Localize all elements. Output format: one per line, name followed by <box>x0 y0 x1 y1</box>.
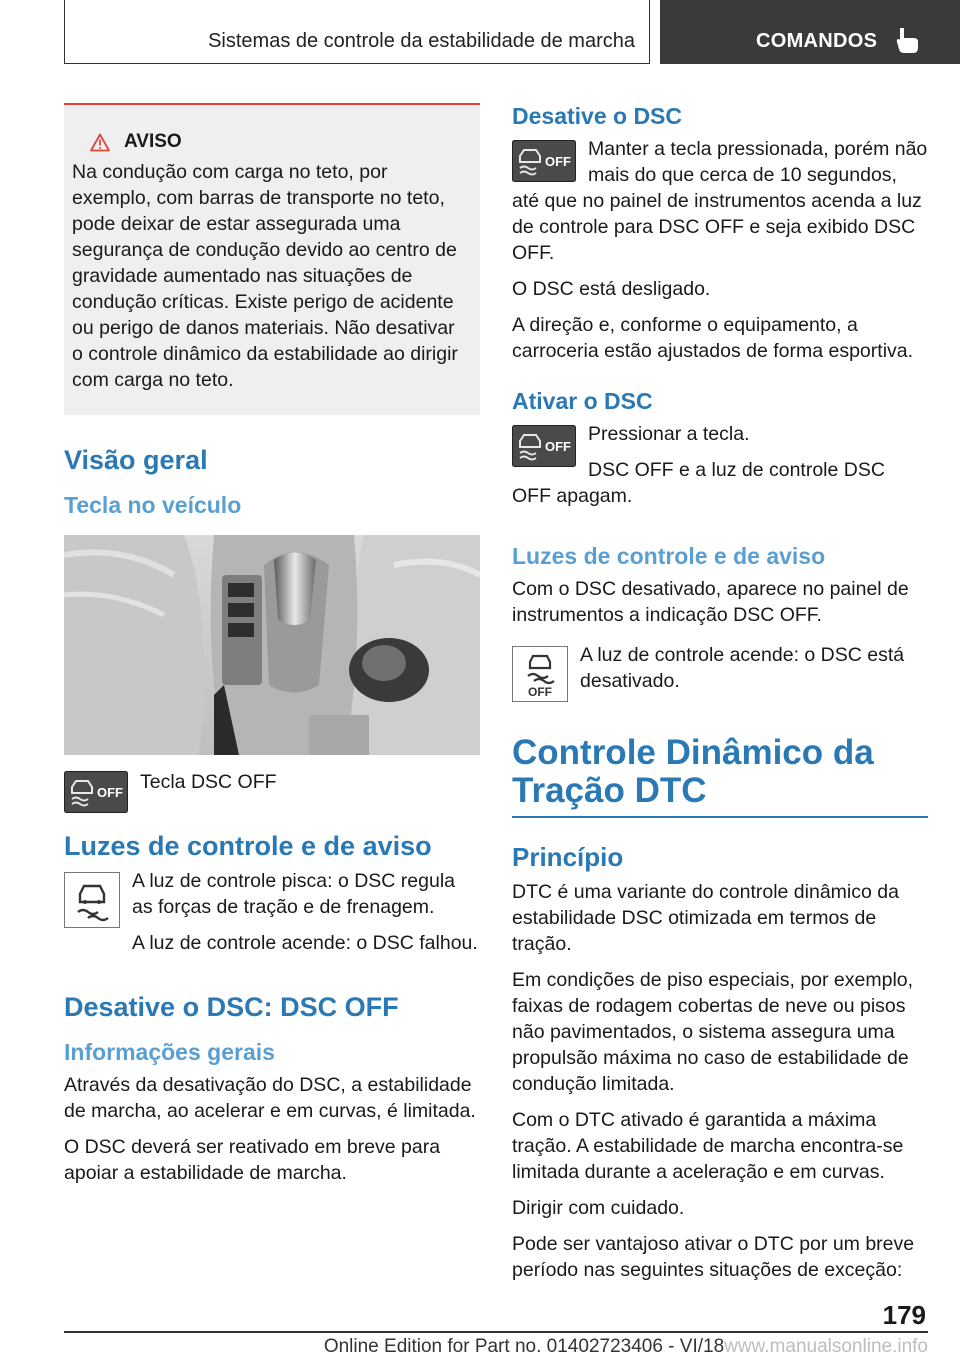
deactivate-p1: Manter a tecla pressionada, porém não mais do que cerca de 10 segundos, até que no painel de instrumentos acenda a luz de controle para DSC OFF e seja exibido DSC OFF. <box>512 138 928 264</box>
principle-p5: Pode ser vantajoso ativar o DTC por um breve período nas seguintes situações de exceção: <box>512 1233 915 1281</box>
off-label: OFF <box>545 439 571 454</box>
warning-title: AVISO <box>124 131 182 152</box>
activate-p1: Pressionar a tecla. <box>588 423 750 445</box>
principle-p3: Com o DTC ativado é garantida a máxima tração. A estabilidade de marcha encontra-se limitada durante a aceleração e em curvas. <box>512 1109 904 1183</box>
warning-box <box>64 103 480 415</box>
right-lights-p2: A luz de controle acende: o DSC está desativado. <box>580 644 905 692</box>
footer-text <box>0 1336 928 1358</box>
dsc-off-key-row <box>64 769 480 813</box>
lamp-flashes-text: A luz de controle pisca: o DSC regula as forças de tração e de frenagem. <box>132 870 456 918</box>
deactivate-dsc-heading: Desative o DSC: DSC OFF <box>64 992 399 1022</box>
deactivate-p3: A direção e, conforme o equipamento, a carroceria estão ajustados de forma esportiva. <box>512 314 914 362</box>
dsc-off-caption: Tecla DSC OFF <box>140 771 277 793</box>
center-console-photo <box>64 535 480 755</box>
dtc-chapter-heading: Controle Dinâmico da Tração DTC <box>512 734 928 818</box>
key-in-vehicle-heading: Tecla no veículo <box>64 492 242 518</box>
off-label: OFF <box>545 154 571 169</box>
principle-heading: Princípio <box>512 842 624 872</box>
footer-rule <box>64 1331 928 1333</box>
warning-text: Na condução com carga no teto, por exemplo, com barras de transporte no teto, pode deixar de estar assegurada uma segurança de condução devido ao centro de gravidade aumentado nas situações de condução críticas. Existe perigo de acidente ou perigo de danos materiais. Não desativar o controle dinâmico da estabilidade ao dirigir com carga no teto. <box>72 161 458 391</box>
general-info-heading: Informações gerais <box>64 1039 275 1065</box>
footer-watermark: www.manualsonline.info <box>724 1336 928 1357</box>
chapter-tab-label: COMANDOS <box>756 30 878 52</box>
running-header <box>64 0 650 64</box>
deactivate-heading: Desative o DSC <box>512 103 683 129</box>
footer-edition: Online Edition for Part no. 01402723406 - VI/18 <box>323 1336 725 1357</box>
lamp-lights-text: A luz de controle acende: o DSC falhou. <box>132 932 478 954</box>
left-column <box>64 103 480 1196</box>
page-number: 179 <box>882 1300 926 1330</box>
dsc-off-indicator-lamp-icon <box>512 646 568 702</box>
general-info-p1: Através da desativação do DSC, a estabilidade de marcha, ao acelerar e em curvas, é limitada. <box>64 1074 476 1122</box>
general-info-p2: O DSC deverá ser reativado em breve para apoiar a estabilidade de marcha. <box>64 1136 441 1184</box>
right-lights-p1: Com o DSC desativado, aparece no painel de instrumentos a indicação DSC OFF. <box>512 578 909 626</box>
principle-p4: Dirigir com cuidado. <box>512 1197 685 1219</box>
overview-heading: Visão geral <box>64 445 208 475</box>
warning-lights-heading: Luzes de controle e de aviso <box>64 831 432 861</box>
header-title: Sistemas de controle da estabilidade de marcha <box>208 30 635 52</box>
dsc-lamp-row <box>64 868 480 966</box>
off-label: OFF <box>97 785 123 800</box>
activate-p2: DSC OFF e a luz de controle DSC OFF apagam. <box>512 459 885 507</box>
warning-triangle-icon <box>90 133 110 152</box>
activate-heading: Ativar o DSC <box>512 388 653 414</box>
deactivate-p2: O DSC está desligado. <box>512 278 711 300</box>
principle-p1: DTC é uma variante do controle dinâmico da estabilidade DSC otimizada em termos de tração. <box>512 881 899 955</box>
right-lights-heading: Luzes de controle e de aviso <box>512 543 826 569</box>
pointing-hand-icon <box>894 26 920 54</box>
principle-p2: Em condições de piso especiais, por exemplo, faixas de rodagem cobertas de neve ou pisos não pavimentados, o sistema assegura uma propulsão máxima no caso de estabilidade de condução limitada. <box>512 969 914 1095</box>
dsc-off-button-icon-3 <box>512 425 576 467</box>
dsc-indicator-lamp-icon <box>64 872 120 928</box>
dsc-off-button-icon-2 <box>512 140 576 182</box>
lamp-off-label: OFF <box>528 685 552 699</box>
dsc-off-button-icon <box>64 771 128 813</box>
dsc-off-lamp-row <box>512 642 928 704</box>
right-column <box>512 103 928 1293</box>
